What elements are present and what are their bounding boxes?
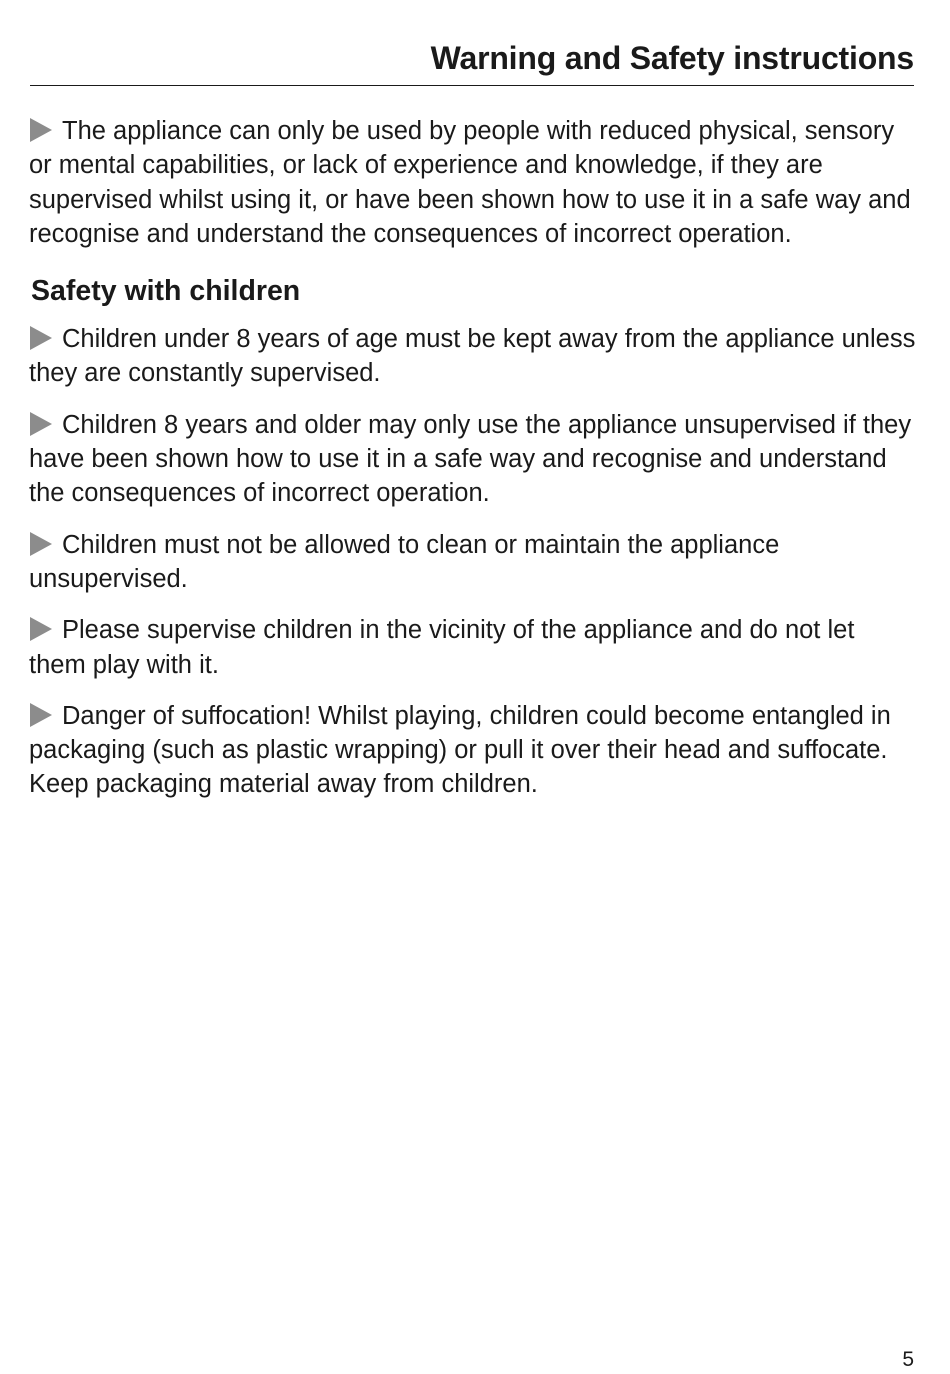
list-item-text: Children must not be allowed to clean or maintain the appliance unsupervised. [29, 530, 780, 593]
page-number: 5 [902, 1348, 914, 1371]
list-item-text: Children 8 years and older may only use the appliance unsupervised if they have been shown how to use it in a safe way and recognise and understand the consequences of incorrect operation. [29, 410, 912, 508]
triangle-right-icon [30, 118, 52, 142]
list-item [29, 699, 917, 802]
triangle-right-icon [30, 326, 52, 350]
list-item-text: Please supervise children in the vicinity of the appliance and do not let them play with it. [29, 616, 855, 679]
triangle-right-icon [30, 617, 52, 641]
list-item [29, 528, 917, 597]
list-item [29, 613, 917, 682]
page-header [30, 38, 914, 86]
list-item-text: Danger of suffocation! Whilst playing, children could become entangled in packaging (such as plastic wrapping) or pull it over their head and suffocate. Keep packaging material away from children. [29, 701, 891, 799]
intro-text: The appliance can only be used by people with reduced physical, sensory or mental capabilities, or lack of experience and knowledge, if they are supervised whilst using it, or have been shown how to use it in a safe way and recognise and understand the consequences of incorrect operation. [29, 117, 911, 248]
list-item-text: Children under 8 years of age must be kept away from the appliance unless they are constantly supervised. [29, 325, 916, 388]
triangle-right-icon [30, 703, 52, 727]
section-title: Safety with children [31, 275, 301, 308]
list-item [29, 322, 917, 391]
list-item [29, 408, 917, 511]
intro-paragraph [29, 114, 917, 251]
triangle-right-icon [30, 532, 52, 556]
page-content [29, 114, 917, 819]
triangle-right-icon [30, 412, 52, 436]
page-title: Warning and Safety instructions [430, 40, 914, 76]
